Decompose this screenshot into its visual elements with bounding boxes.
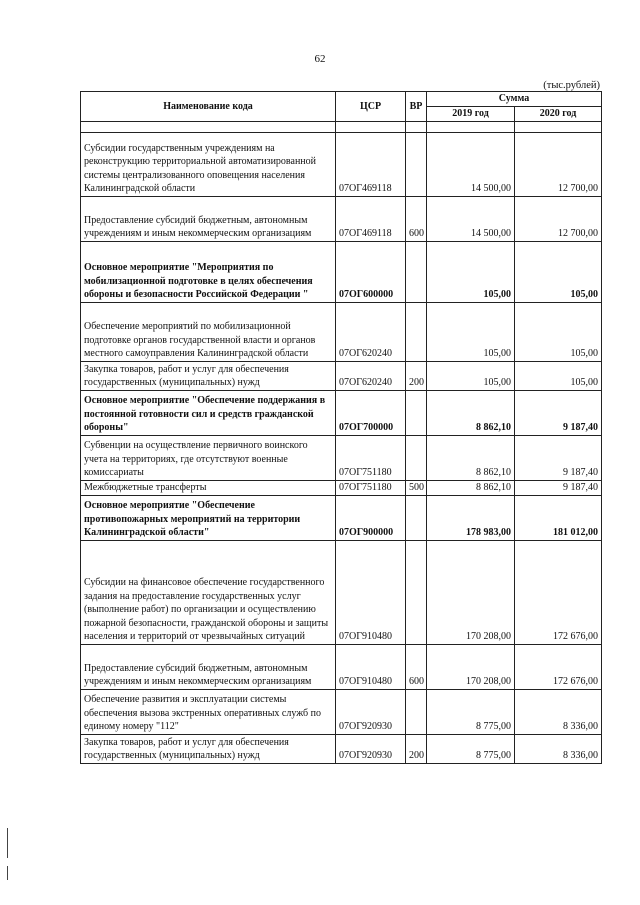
row-2020: 9 187,40	[515, 390, 602, 435]
row-csr: 07ОГ920930	[336, 734, 406, 763]
row-2019: 8 775,00	[427, 734, 515, 763]
row-name: Субвенции на осуществление первичного воинского учета на территориях, где отсутствуют военные комиссариаты	[81, 435, 336, 480]
row-2020: 12 700,00	[515, 132, 602, 196]
row-name: Закупка товаров, работ и услуг для обеспечения государственных (муниципальных) нужд	[81, 361, 336, 390]
row-2020: 105,00	[515, 302, 602, 361]
row-2020: 172 676,00	[515, 540, 602, 644]
row-csr: 07ОГ700000	[336, 390, 406, 435]
row-csr: 07ОГ900000	[336, 495, 406, 540]
row-2020: 172 676,00	[515, 644, 602, 689]
row-name: Основное мероприятие "Обеспечение поддержания в постоянной готовности сил и средств гражданской обороны"	[81, 390, 336, 435]
row-2019: 105,00	[427, 361, 515, 390]
row-name: Межбюджетные трансферты	[81, 480, 336, 495]
row-2019: 105,00	[427, 302, 515, 361]
row-csr: 07ОГ620240	[336, 361, 406, 390]
row-vr	[406, 390, 427, 435]
table-row	[81, 241, 602, 302]
page-number: 62	[314, 53, 326, 65]
row-2019: 170 208,00	[427, 644, 515, 689]
row-2020: 8 336,00	[515, 734, 602, 763]
row-name: Обеспечение мероприятий по мобилизационной подготовке органов государственной власти и органов местного самоуправления Калининградской области	[81, 302, 336, 361]
row-vr	[406, 241, 427, 302]
row-2020: 105,00	[515, 241, 602, 302]
row-2019: 8 862,10	[427, 390, 515, 435]
row-name: Основное мероприятие "Обеспечение противопожарных мероприятий на территории Калининградской области"	[81, 495, 336, 540]
header-2020: 2020 год	[515, 106, 602, 121]
table-row	[81, 495, 602, 540]
row-csr: 07ОГ910480	[336, 644, 406, 689]
row-vr	[406, 540, 427, 644]
row-name: Субсидии государственным учреждениям на реконструкцию территориальной автоматизированной системы централизованного оповещения населения Калининградской области	[81, 132, 336, 196]
scan-margin-line	[7, 866, 8, 880]
row-vr	[406, 132, 427, 196]
row-2020: 12 700,00	[515, 196, 602, 241]
row-vr: 200	[406, 734, 427, 763]
table-row	[81, 689, 602, 734]
row-2020: 9 187,40	[515, 435, 602, 480]
header-csr: ЦСР	[336, 92, 406, 122]
row-2019: 8 862,10	[427, 480, 515, 495]
row-2020: 8 336,00	[515, 689, 602, 734]
row-csr: 07ОГ920930	[336, 689, 406, 734]
row-2019: 105,00	[427, 241, 515, 302]
row-2019: 170 208,00	[427, 540, 515, 644]
table-row	[81, 132, 602, 196]
row-vr	[406, 689, 427, 734]
row-name: Обеспечение развития и эксплуатации системы обеспечения вызова экстренных оперативных служб по единому номеру "112"	[81, 689, 336, 734]
header-name: Наименование кода	[81, 92, 336, 122]
table-row	[81, 435, 602, 480]
table-row	[81, 644, 602, 689]
header-sum: Сумма	[427, 92, 602, 107]
row-csr: 07ОГ751180	[336, 435, 406, 480]
header-vr: ВР	[406, 92, 427, 122]
row-vr: 600	[406, 196, 427, 241]
table-row	[81, 734, 602, 763]
row-2019: 178 983,00	[427, 495, 515, 540]
row-name: Закупка товаров, работ и услуг для обеспечения государственных (муниципальных) нужд	[81, 734, 336, 763]
table-row	[81, 361, 602, 390]
row-2019: 8 775,00	[427, 689, 515, 734]
row-name: Предоставление субсидий бюджетным, автономным учреждениям и иным некоммерческим организациям	[81, 644, 336, 689]
row-csr: 07ОГ469118	[336, 196, 406, 241]
row-name: Основное мероприятие "Мероприятия по мобилизационной подготовке в целях обеспечения обороны и безопасности Российской Федерации "	[81, 241, 336, 302]
budget-table	[80, 91, 602, 764]
row-csr: 07ОГ751180	[336, 480, 406, 495]
row-2020: 105,00	[515, 361, 602, 390]
row-vr	[406, 435, 427, 480]
spacer-row	[81, 121, 602, 132]
row-2019: 14 500,00	[427, 132, 515, 196]
table-row	[81, 480, 602, 495]
header-2019: 2019 год	[427, 106, 515, 121]
table-row	[81, 540, 602, 644]
row-vr: 200	[406, 361, 427, 390]
row-vr: 500	[406, 480, 427, 495]
row-csr: 07ОГ620240	[336, 302, 406, 361]
units-label: (тыс.рублей)	[543, 80, 600, 91]
row-csr: 07ОГ469118	[336, 132, 406, 196]
row-csr: 07ОГ910480	[336, 540, 406, 644]
scan-margin-line	[7, 828, 8, 858]
table-row	[81, 390, 602, 435]
row-vr	[406, 495, 427, 540]
row-2019: 8 862,10	[427, 435, 515, 480]
row-vr	[406, 302, 427, 361]
row-2020: 9 187,40	[515, 480, 602, 495]
row-name: Субсидии на финансовое обеспечение государственного задания на предоставление государственных услуг (выполнение работ) по организации и осуществлению пожарной безопасности, гражданской обороны и защиты населения и территорий от чрезвычайных ситуаций	[81, 540, 336, 644]
table-row	[81, 196, 602, 241]
row-name: Предоставление субсидий бюджетным, автономным учреждениям и иным некоммерческим организациям	[81, 196, 336, 241]
row-csr: 07ОГ600000	[336, 241, 406, 302]
table-row	[81, 302, 602, 361]
row-2019: 14 500,00	[427, 196, 515, 241]
row-vr: 600	[406, 644, 427, 689]
row-2020: 181 012,00	[515, 495, 602, 540]
